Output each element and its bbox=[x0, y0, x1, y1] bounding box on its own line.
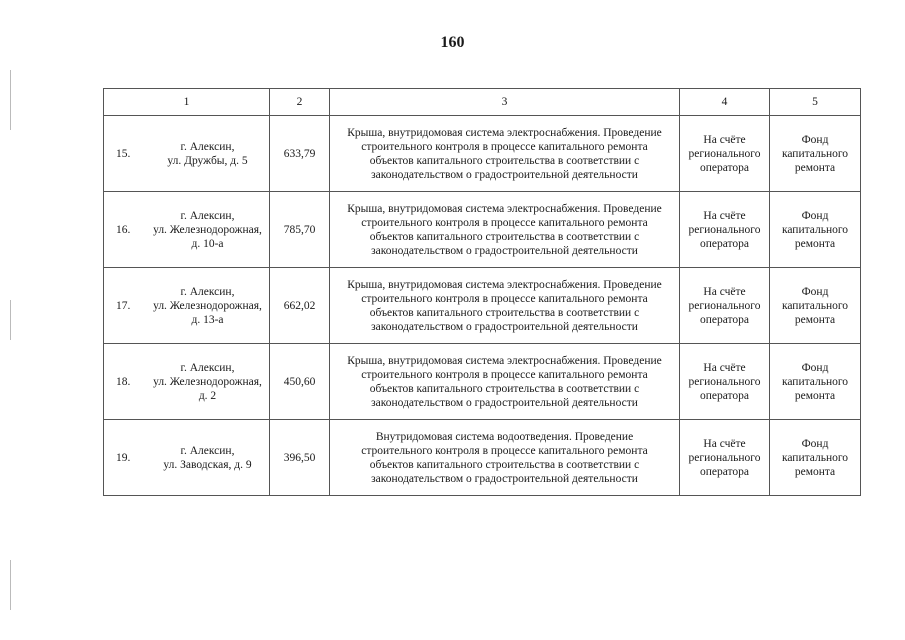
address-line: д. 2 bbox=[198, 389, 217, 402]
source-line: капитального bbox=[781, 451, 849, 464]
account-line: регионального bbox=[688, 223, 761, 236]
address-line: ул. Железнодорожная, bbox=[153, 299, 262, 312]
source-line: ремонта bbox=[794, 237, 836, 250]
address-line: д. 13-а bbox=[191, 313, 224, 326]
description-line: объектов капитального строительства в соответствии с bbox=[369, 382, 640, 395]
address-cell bbox=[104, 344, 270, 420]
account-line: На счёте bbox=[703, 133, 746, 146]
description-cell bbox=[330, 192, 680, 268]
address-line: ул. Заводская, д. 9 bbox=[163, 458, 252, 471]
description-cell bbox=[330, 420, 680, 496]
description-line: объектов капитального строительства в соответствии с bbox=[369, 306, 640, 319]
account-line: На счёте bbox=[703, 209, 746, 222]
address-line: ул. Железнодорожная, bbox=[153, 375, 262, 388]
description-line: Крыша, внутридомовая система электроснабжения. Проведение bbox=[347, 126, 662, 139]
account-cell bbox=[680, 116, 770, 192]
area-cell: 396,50 bbox=[270, 420, 330, 496]
address-line: ул. Дружбы, д. 5 bbox=[167, 154, 248, 167]
area-cell: 450,60 bbox=[270, 344, 330, 420]
description-line: объектов капитального строительства в соответствии с bbox=[369, 154, 640, 167]
source-line: Фонд bbox=[801, 285, 829, 298]
header-col-4: 4 bbox=[680, 89, 770, 116]
table-row bbox=[104, 116, 861, 192]
account-line: регионального bbox=[688, 147, 761, 160]
address-cell bbox=[104, 420, 270, 496]
account-cell bbox=[680, 344, 770, 420]
description-cell bbox=[330, 116, 680, 192]
account-line: оператора bbox=[699, 465, 750, 478]
description-line: законодательством о градостроительной деятельности bbox=[371, 396, 638, 409]
account-line: оператора bbox=[699, 313, 750, 326]
source-line: Фонд bbox=[801, 209, 829, 222]
address-line: г. Алексин, bbox=[180, 140, 235, 153]
account-line: На счёте bbox=[703, 437, 746, 450]
description-line: законодательством о градостроительной деятельности bbox=[371, 320, 638, 333]
source-cell bbox=[770, 116, 861, 192]
description-cell bbox=[330, 268, 680, 344]
source-cell bbox=[770, 420, 861, 496]
account-line: оператора bbox=[699, 237, 750, 250]
account-cell bbox=[680, 192, 770, 268]
description-line: объектов капитального строительства в соответствии с bbox=[369, 230, 640, 243]
address-text bbox=[150, 361, 265, 403]
description-line: строительного контроля в процессе капитального ремонта bbox=[361, 140, 648, 153]
description-line: законодательством о градостроительной деятельности bbox=[371, 472, 638, 485]
address-line: г. Алексин, bbox=[180, 209, 235, 222]
description-line: законодательством о градостроительной деятельности bbox=[371, 168, 638, 181]
row-index: 17. bbox=[116, 299, 131, 312]
source-line: Фонд bbox=[801, 437, 829, 450]
row-index: 15. bbox=[116, 147, 131, 160]
address-cell bbox=[104, 268, 270, 344]
table-row bbox=[104, 268, 861, 344]
area-cell: 633,79 bbox=[270, 116, 330, 192]
scan-mark bbox=[10, 70, 11, 130]
source-cell bbox=[770, 344, 861, 420]
address-line: г. Алексин, bbox=[180, 285, 235, 298]
table-row bbox=[104, 192, 861, 268]
account-line: оператора bbox=[699, 161, 750, 174]
address-text bbox=[150, 209, 265, 251]
description-line: Крыша, внутридомовая система электроснабжения. Проведение bbox=[347, 202, 662, 215]
area-cell: 785,70 bbox=[270, 192, 330, 268]
address-line: г. Алексин, bbox=[180, 361, 235, 374]
description-line: строительного контроля в процессе капитального ремонта bbox=[361, 368, 648, 381]
row-index: 19. bbox=[116, 451, 131, 464]
scan-mark bbox=[10, 300, 11, 340]
account-line: регионального bbox=[688, 451, 761, 464]
address-cell bbox=[104, 192, 270, 268]
account-line: На счёте bbox=[703, 361, 746, 374]
source-cell bbox=[770, 268, 861, 344]
header-col-2: 2 bbox=[270, 89, 330, 116]
source-line: Фонд bbox=[801, 133, 829, 146]
source-line: ремонта bbox=[794, 465, 836, 478]
description-cell bbox=[330, 344, 680, 420]
account-cell bbox=[680, 420, 770, 496]
page-number: 160 bbox=[440, 34, 465, 51]
source-line: капитального bbox=[781, 375, 849, 388]
description-line: строительного контроля в процессе капитального ремонта bbox=[361, 444, 648, 457]
address-text bbox=[150, 444, 265, 472]
table-row bbox=[104, 420, 861, 496]
account-line: регионального bbox=[688, 299, 761, 312]
address-cell bbox=[104, 116, 270, 192]
table-row bbox=[104, 344, 861, 420]
account-line: регионального bbox=[688, 375, 761, 388]
table-header-row bbox=[104, 89, 861, 116]
scan-mark bbox=[10, 560, 11, 610]
source-line: ремонта bbox=[794, 161, 836, 174]
source-line: ремонта bbox=[794, 313, 836, 326]
address-text bbox=[150, 140, 265, 168]
description-line: объектов капитального строительства в соответствии с bbox=[369, 458, 640, 471]
description-line: Внутридомовая система водоотведения. Проведение bbox=[375, 430, 634, 443]
source-line: капитального bbox=[781, 223, 849, 236]
account-cell bbox=[680, 268, 770, 344]
source-line: ремонта bbox=[794, 389, 836, 402]
address-line: г. Алексин, bbox=[180, 444, 235, 457]
header-col-3: 3 bbox=[330, 89, 680, 116]
description-line: строительного контроля в процессе капитального ремонта bbox=[361, 216, 648, 229]
source-line: капитального bbox=[781, 147, 849, 160]
address-line: д. 10-а bbox=[191, 237, 224, 250]
description-line: строительного контроля в процессе капитального ремонта bbox=[361, 292, 648, 305]
description-line: законодательством о градостроительной деятельности bbox=[371, 244, 638, 257]
description-line: Крыша, внутридомовая система электроснабжения. Проведение bbox=[347, 354, 662, 367]
row-index: 16. bbox=[116, 223, 131, 236]
description-line: Крыша, внутридомовая система электроснабжения. Проведение bbox=[347, 278, 662, 291]
address-line: ул. Железнодорожная, bbox=[153, 223, 262, 236]
source-line: Фонд bbox=[801, 361, 829, 374]
source-line: капитального bbox=[781, 299, 849, 312]
row-index: 18. bbox=[116, 375, 131, 388]
repair-table bbox=[103, 88, 861, 496]
area-cell: 662,02 bbox=[270, 268, 330, 344]
account-line: На счёте bbox=[703, 285, 746, 298]
account-line: оператора bbox=[699, 389, 750, 402]
address-text bbox=[150, 285, 265, 327]
source-cell bbox=[770, 192, 861, 268]
header-col-1: 1 bbox=[104, 89, 270, 116]
header-col-5: 5 bbox=[770, 89, 861, 116]
